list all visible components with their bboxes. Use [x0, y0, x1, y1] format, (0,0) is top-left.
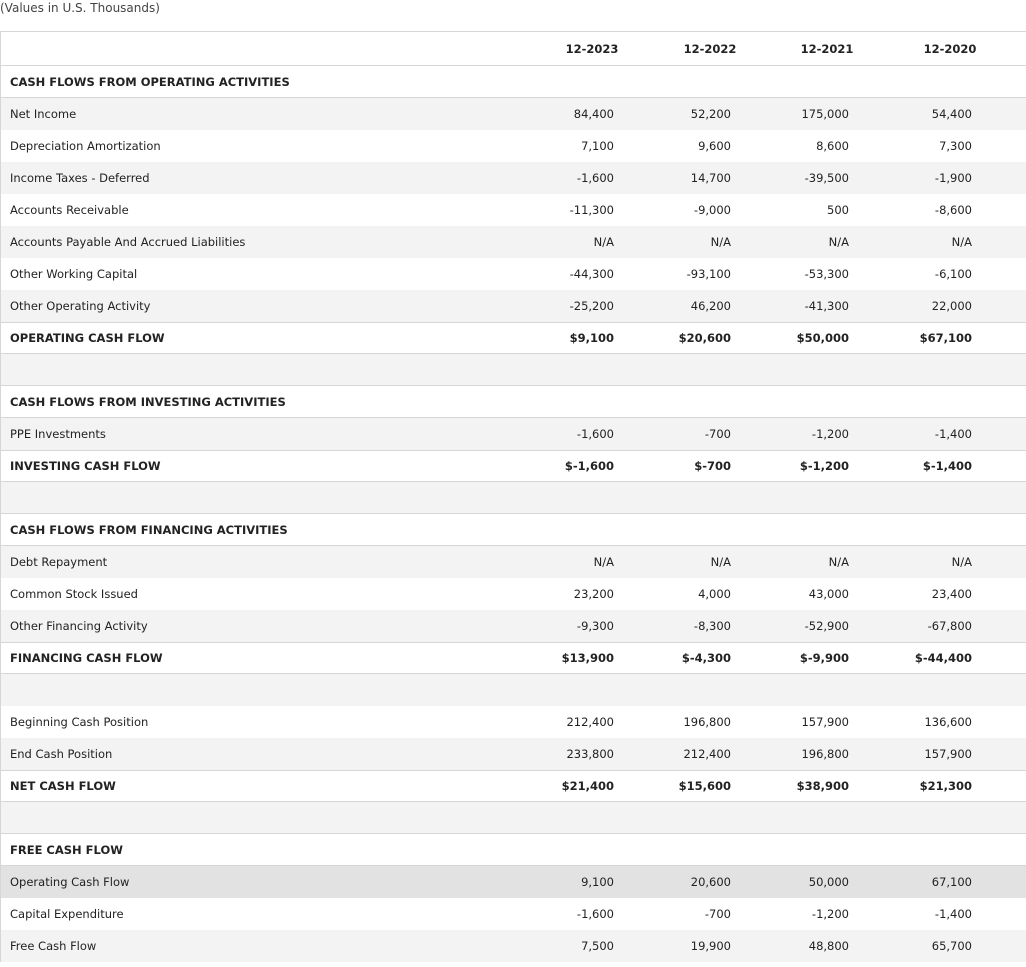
total-row — [1, 450, 1026, 482]
row-label: FINANCING CASH FLOW — [10, 651, 163, 665]
row-value: -1,600 — [576, 427, 614, 441]
row-value: 196,800 — [801, 747, 849, 761]
row-value: N/A — [828, 555, 849, 569]
spacer-row — [1, 674, 1026, 706]
table-header-row — [1, 32, 1026, 66]
row-value: -11,300 — [569, 203, 614, 217]
row-value: $13,900 — [561, 651, 614, 665]
column-header: 12-2021 — [800, 41, 854, 56]
row-value: $-700 — [694, 459, 731, 473]
row-value: 23,400 — [931, 587, 972, 601]
row-value: -9,000 — [693, 203, 731, 217]
table-row — [1, 194, 1026, 226]
table-row — [1, 546, 1026, 578]
row-value: 233,800 — [566, 747, 614, 761]
row-value: $38,900 — [796, 779, 849, 793]
row-label: End Cash Position — [10, 747, 113, 761]
row-label: CASH FLOWS FROM OPERATING ACTIVITIES — [10, 74, 290, 89]
table-row — [1, 162, 1026, 194]
row-label: Accounts Receivable — [10, 203, 129, 217]
row-value: $15,600 — [678, 779, 731, 793]
values-unit-note: (Values in U.S. Thousands) — [0, 1, 160, 15]
row-value: 7,500 — [581, 939, 614, 953]
column-header: 12-2022 — [683, 41, 737, 56]
row-value: 500 — [827, 203, 849, 217]
row-value: N/A — [593, 235, 614, 249]
table-row — [1, 898, 1026, 930]
row-value: -1,400 — [934, 427, 972, 441]
row-value: $67,100 — [919, 331, 972, 345]
row-value: $21,300 — [919, 779, 972, 793]
row-value: 175,000 — [801, 107, 849, 121]
spacer-row — [1, 482, 1026, 514]
column-header: 12-2023 — [565, 41, 619, 56]
row-value: 4,000 — [698, 587, 731, 601]
section-header-row — [1, 386, 1026, 418]
row-value: 8,600 — [816, 139, 849, 153]
row-value: $50,000 — [796, 331, 849, 345]
row-value: $-1,600 — [564, 459, 614, 473]
table-row — [1, 130, 1026, 162]
spacer-row — [1, 354, 1026, 386]
row-value: 157,900 — [924, 747, 972, 761]
table-row — [1, 610, 1026, 642]
row-value: 212,400 — [566, 715, 614, 729]
row-label: Operating Cash Flow — [10, 875, 130, 889]
row-label: Beginning Cash Position — [10, 715, 149, 729]
row-value: 84,400 — [573, 107, 614, 121]
row-value: N/A — [828, 235, 849, 249]
table-row — [1, 738, 1026, 770]
row-value: 7,100 — [581, 139, 614, 153]
row-label: Capital Expenditure — [10, 907, 124, 921]
row-value: -8,600 — [934, 203, 972, 217]
row-value: 19,900 — [690, 939, 731, 953]
row-value: -9,300 — [576, 619, 614, 633]
row-label: Other Financing Activity — [10, 619, 148, 633]
row-value: 54,400 — [931, 107, 972, 121]
row-value: -1,600 — [576, 907, 614, 921]
row-value: 9,100 — [581, 875, 614, 889]
row-value: -8,300 — [693, 619, 731, 633]
row-value: $-4,300 — [681, 651, 731, 665]
row-label: Other Operating Activity — [10, 299, 151, 313]
table-row — [1, 226, 1026, 258]
row-value: 157,900 — [801, 715, 849, 729]
row-label: CASH FLOWS FROM FINANCING ACTIVITIES — [10, 522, 288, 537]
row-value: 136,600 — [924, 715, 972, 729]
row-value: -39,500 — [804, 171, 849, 185]
row-value: N/A — [951, 235, 972, 249]
row-label: Other Working Capital — [10, 267, 138, 281]
row-value: N/A — [593, 555, 614, 569]
row-value: -1,400 — [934, 907, 972, 921]
row-value: -53,300 — [804, 267, 849, 281]
row-label: NET CASH FLOW — [10, 779, 116, 793]
row-label: PPE Investments — [10, 427, 106, 441]
row-value: N/A — [710, 555, 731, 569]
total-row — [1, 322, 1026, 354]
row-label: Debt Repayment — [10, 555, 108, 569]
row-value: 50,000 — [808, 875, 849, 889]
total-row — [1, 770, 1026, 802]
row-value: 43,000 — [808, 587, 849, 601]
section-header-row — [1, 514, 1026, 546]
row-label: Free Cash Flow — [10, 939, 97, 953]
row-value: $-1,200 — [799, 459, 849, 473]
row-label: Net Income — [10, 107, 77, 121]
table-row — [1, 290, 1026, 322]
row-value: 52,200 — [690, 107, 731, 121]
cash-flow-table — [0, 31, 1026, 962]
section-header-row — [1, 66, 1026, 98]
table-row — [1, 930, 1026, 962]
row-label: INVESTING CASH FLOW — [10, 459, 161, 473]
row-value: -1,900 — [934, 171, 972, 185]
row-value: $9,100 — [569, 331, 614, 345]
row-label: Accounts Payable And Accrued Liabilities — [10, 235, 246, 249]
total-row — [1, 642, 1026, 674]
row-value: 22,000 — [931, 299, 972, 313]
row-value: 46,200 — [690, 299, 731, 313]
row-value: N/A — [951, 555, 972, 569]
row-label: Depreciation Amortization — [10, 139, 161, 153]
row-value: -93,100 — [686, 267, 731, 281]
row-value: -1,600 — [576, 171, 614, 185]
row-value: 65,700 — [931, 939, 972, 953]
row-value: -67,800 — [927, 619, 972, 633]
row-value: -700 — [704, 427, 731, 441]
row-value: -52,900 — [804, 619, 849, 633]
row-value: 14,700 — [690, 171, 731, 185]
table-row — [1, 258, 1026, 290]
column-header: 12-2020 — [923, 41, 977, 56]
row-value: -44,300 — [569, 267, 614, 281]
row-value: 48,800 — [808, 939, 849, 953]
table-row — [1, 98, 1026, 130]
row-value: -700 — [704, 907, 731, 921]
row-value: $20,600 — [678, 331, 731, 345]
table-row — [1, 578, 1026, 610]
row-label: Common Stock Issued — [10, 587, 138, 601]
table-row — [1, 418, 1026, 450]
row-value: $-44,400 — [914, 651, 972, 665]
row-value: -6,100 — [934, 267, 972, 281]
row-value: -1,200 — [811, 427, 849, 441]
row-value: -25,200 — [569, 299, 614, 313]
row-label: Income Taxes - Deferred — [10, 171, 150, 185]
row-value: 9,600 — [698, 139, 731, 153]
row-value: $-1,400 — [922, 459, 972, 473]
row-value: 67,100 — [931, 875, 972, 889]
row-value: 7,300 — [939, 139, 972, 153]
table-row — [1, 866, 1026, 898]
row-value: 23,200 — [573, 587, 614, 601]
row-value: -1,200 — [811, 907, 849, 921]
row-value: -41,300 — [804, 299, 849, 313]
spacer-row — [1, 802, 1026, 834]
row-value: N/A — [710, 235, 731, 249]
row-value: 196,800 — [683, 715, 731, 729]
row-label: FREE CASH FLOW — [10, 842, 123, 857]
table-row — [1, 706, 1026, 738]
row-value: 212,400 — [683, 747, 731, 761]
row-value: 20,600 — [690, 875, 731, 889]
row-label: OPERATING CASH FLOW — [10, 331, 165, 345]
row-value: $-9,900 — [799, 651, 849, 665]
row-value: $21,400 — [561, 779, 614, 793]
section-header-row — [1, 834, 1026, 866]
row-label: CASH FLOWS FROM INVESTING ACTIVITIES — [10, 394, 286, 409]
